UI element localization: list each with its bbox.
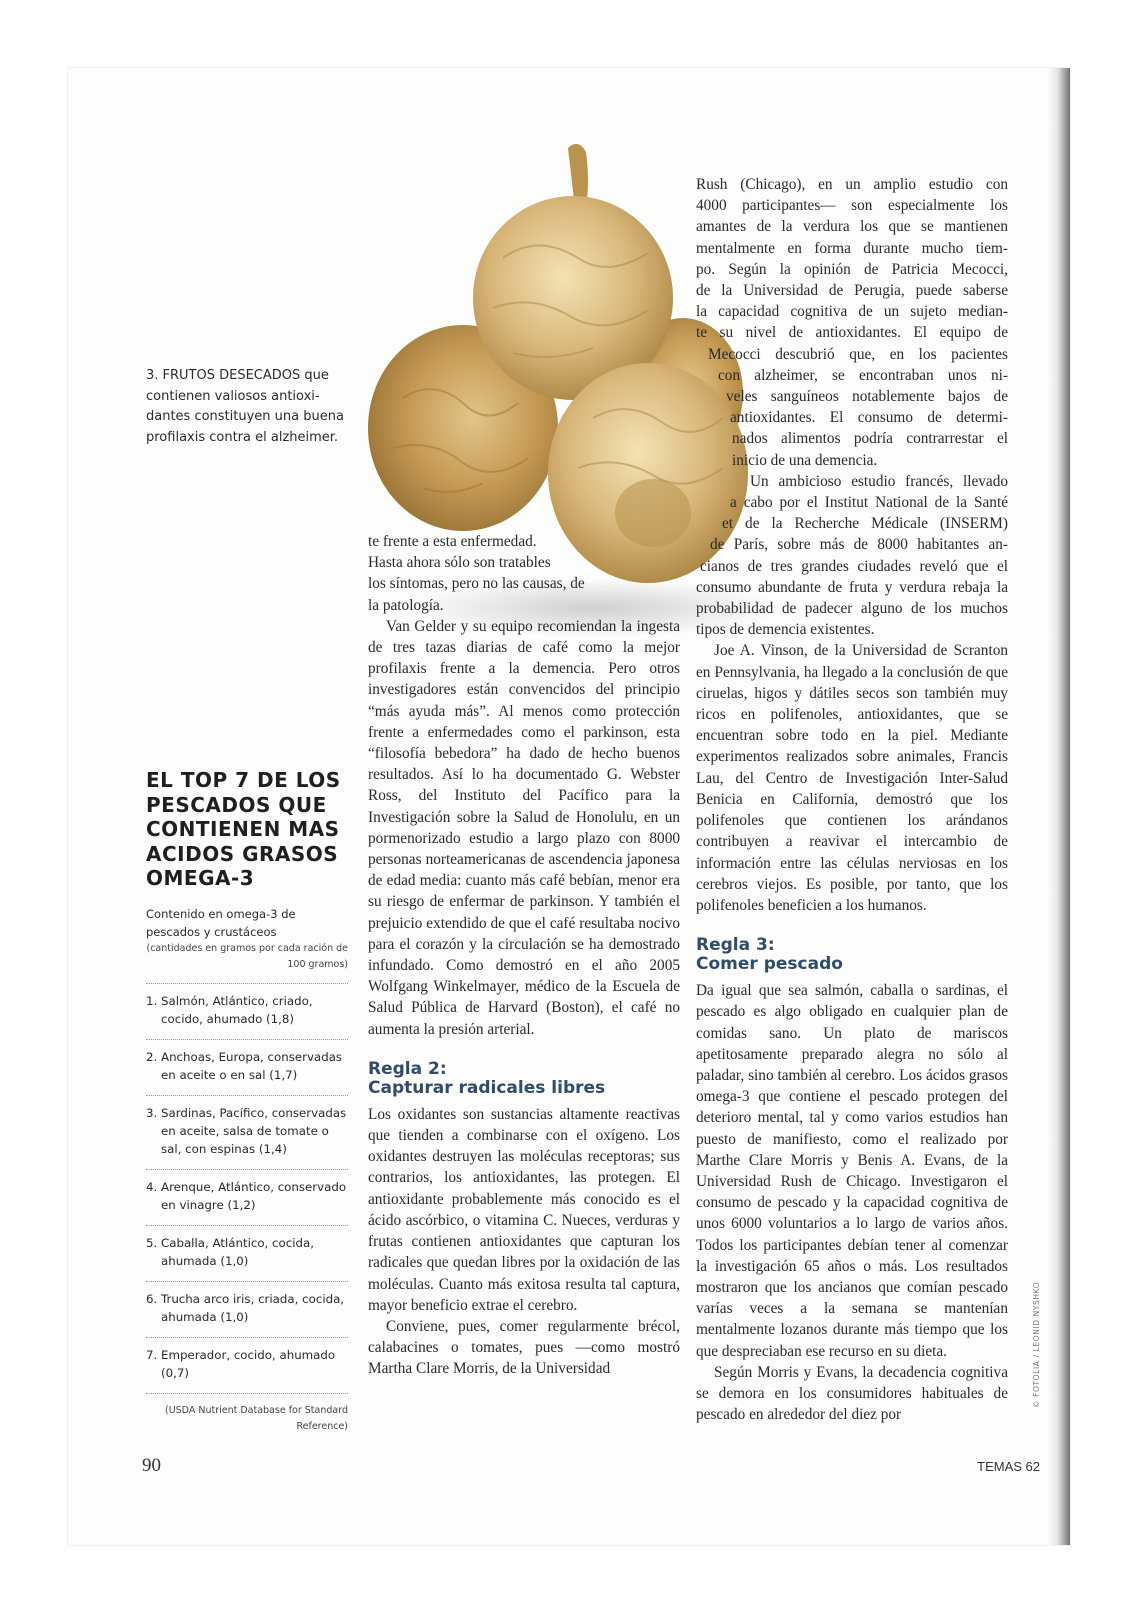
wrap-line: te su nivel de antioxidantes. El equipo de [696,324,1008,342]
omega3-sidebar [146,768,348,1435]
wrap-line: la capacidad cognitiva de un sujeto median- [696,303,1008,321]
wrap-line: 4000 participantes— son especialmente los [696,197,1008,215]
wrap-line: Un ambicioso estudio francés, llevado [750,472,1008,490]
wrap-line: veles sanguíneos notablemente bajos de [726,388,1008,406]
fish-ranking-list [146,983,348,1393]
rule-3-heading [696,936,1008,974]
page-gutter-shadow [1048,68,1070,1545]
photo-credit: © FOTOLIA / LEONID NYSHKO [1032,1281,1041,1408]
magazine-issue: TEMAS 62 [977,1459,1040,1474]
page-number: 90 [142,1455,161,1476]
body-column-right [696,174,1008,1425]
rule-2-heading [368,1060,680,1098]
wrap-line: po. Según la opinión de Patricia Mecocci, [696,260,1008,278]
list-item: 1. Salmón, Atlántico, criado, cocido, ahumado (1,8) [146,983,348,1039]
wrap-line: Mecocci descubrió que, en los pacientes [708,345,1008,363]
wrap-line: mentalmente en forma durante mucho tiem- [696,239,1008,257]
photo-caption: 3. FRUTOS DESECADOS que contienen valiosos antioxi- dantes constituyen una buena profilaxis contra el alzheimer. [146,368,344,445]
rule-3-label: Regla 3: [696,935,775,956]
wrap-line: cianos de tres grandes ciudades reveló que el [700,557,1008,575]
rule-2-label: Regla 2: [368,1058,447,1079]
body-paragraph: Da igual que sea salmón, caballa o sardinas, el pescado es algo obligado en cualquier plan de comidas sano. Un plato de mariscos apetitosamente preparado alegra no sólo al paladar, sino también al cerebro. Los ácidos grasos omega-3 que contiene el pescado protegen del deterioro mental, tal y como varios estudios han puesto de manifiesto, como el realizado por Marthe Clare Morris y Benis A. Evans, de la Universidad Rush de Chicago. Investigaron el consumo de pescado y la capacidad cognitiva de unos 6000 voluntarios a lo largo de varios años. Todos los participantes debían tener al comenzar la investigación 65 años o más. Los resultados mostraron que los ancianos que comían pescado varías veces a la semana se mantenían mentalmente lozanos durante más tiempo que los que despreciaban ese recurso en su dieta. [696,982,1008,1360]
list-item: 7. Emperador, cocido, ahumado (0,7) [146,1337,348,1393]
body-column-middle [368,531,680,1380]
wrap-line: amantes de la verdura los que se mantienen [696,218,1008,236]
wrap-line: antioxidantes. El consumo de determi- [730,409,1008,427]
fig-top [473,144,673,400]
wrap-line: Hasta ahora sólo son tratables [368,554,551,572]
body-paragraph: Conviene, pues, comer regularmente brécol, calabacines o tomates, pues —como mostró Martha Clare Morris, de la Universidad [368,1317,680,1378]
body-paragraph: Van Gelder y su equipo recomiendan la ingesta de tres tazas diarias de café como la mejor profilaxis frente a la demencia. Pero otros investigadores están convencidos del principio “más ayuda más”. Al menos como protección frente a enfermedades como el parkinson, esta “filosofía bebedora” ha dado de hecho buenos resultados. Así lo ha documentado G. Webster Ross, del Instituto del Pacífico para la Investigación sobre la Salud de Honolulu, en un pormenorizado estudio a largo plazo con 8000 personas norteamericanas de ascendencia japonesa de edad media: cuanto más café bebían, menor era su riesgo de enfermar de parkinson. Y también el prejuicio extendido de que el café resultaba nocivo para el corazón y la circulación se ha demostrado infundado. Como demostró en el año 2005 Wolfgang Winkelmayer, médico de la Escuela de Salud Pública de Harvard (Boston), el café no aumenta la presión arterial. [368,617,680,1038]
wrap-line: de la Universidad de Perugia, puede saberse [696,282,1008,300]
rule-3-title: Comer pescado [696,954,843,975]
wrap-line: et de la Recherche Médicale (INSERM) [722,515,1008,533]
sidebar-units: (cantidades en gramos por cada ración de 100 gramos) [146,942,348,970]
wrap-line: Rush (Chicago), en un amplio estudio con [696,176,1008,193]
wrap-line: con alzheimer, se encontraban unos ni- [718,366,1008,384]
wrap-line: inicio de una demencia. [732,451,878,469]
list-item: 4. Arenque, Atlántico, conservado en vinagre (1,2) [146,1169,348,1225]
wrap-line: los síntomas, pero no las causas, de [368,575,585,593]
body-paragraph: Joe A. Vinson, de la Universidad de Scranton en Pennsylvania, ha llegado a la conclusión de que ciruelas, higos y dátiles secos son también muy ricos en polifenoles, antioxidantes, que se encuentran sobre todo en la piel. Mediante experimentos realizados sobre animales, Francis Lau, del Centro de Investigación Inter-Salud Benicia en California, demostró que los polifenoles que contienen los arándanos contribuyen a reavivar el intercambio de información entre las células nerviosas en los cerebros viejos. Es posible, por tanto, que los polifenoles beneficien a los humanos. [696,642,1008,914]
list-item: 3. Sardinas, Pacífico, conservadas en aceite, salsa de tomate o sal, con espinas (1,4) [146,1095,348,1169]
wrap-line: de París, sobre más de 8000 habitantes an- [710,536,1008,554]
body-paragraph: Según Morris y Evans, la decadencia cognitiva se demora en los consumidores habituales de pescado en alrededor del diez por [696,1363,1008,1424]
list-item: 2. Anchoas, Europa, conservadas en aceite o en sal (1,7) [146,1039,348,1095]
list-item: 5. Caballa, Atlántico, cocida, ahumada (1,0) [146,1225,348,1281]
wrap-line: nados alimentos podría contrarrestar el [732,430,1008,448]
rule-2-title: Capturar radicales libres [368,1077,606,1098]
magazine-page [68,68,1070,1545]
wrap-line: te frente a esta enfermedad. [368,533,537,550]
sidebar-title: EL TOP 7 DE LOS PESCADOS QUE CONTIENEN MAS ACIDOS GRASOS OMEGA-3 [146,768,341,890]
list-item: 6. Trucha arco iris, criada, cocida, ahumada (1,0) [146,1281,348,1337]
sidebar-source: (USDA Nutrient Database for Standard Reference) [146,1393,348,1435]
wrap-line: la patología. [368,596,444,614]
wrap-line: a cabo por el Institut National de la Santé [730,494,1008,512]
body-paragraph: Los oxidantes son sustancias altamente reactivas que tienden a combinarse con el oxígeno. Los oxidantes destruyen las moléculas receptoras; sus contrarios, los antioxidantes, las protegen. El antioxidante probablemente más conocido es el ácido ascórbico, o vitamina C. Nueces, verduras y frutas contienen antioxidantes que capturan los radicales que quedan libres por la oxidación de las moléculas. Cuanto más exitosa resulta tal captura, mayor beneficio extrae el cerebro. [368,1105,680,1314]
body-paragraph: consumo abundante de fruta y verdura rebaja la probabilidad de padecer alguno de los muchos tipos de demencia existentes. [696,578,1008,639]
sidebar-subtitle: Contenido en omega-3 de pescados y crustáceos [146,906,296,939]
